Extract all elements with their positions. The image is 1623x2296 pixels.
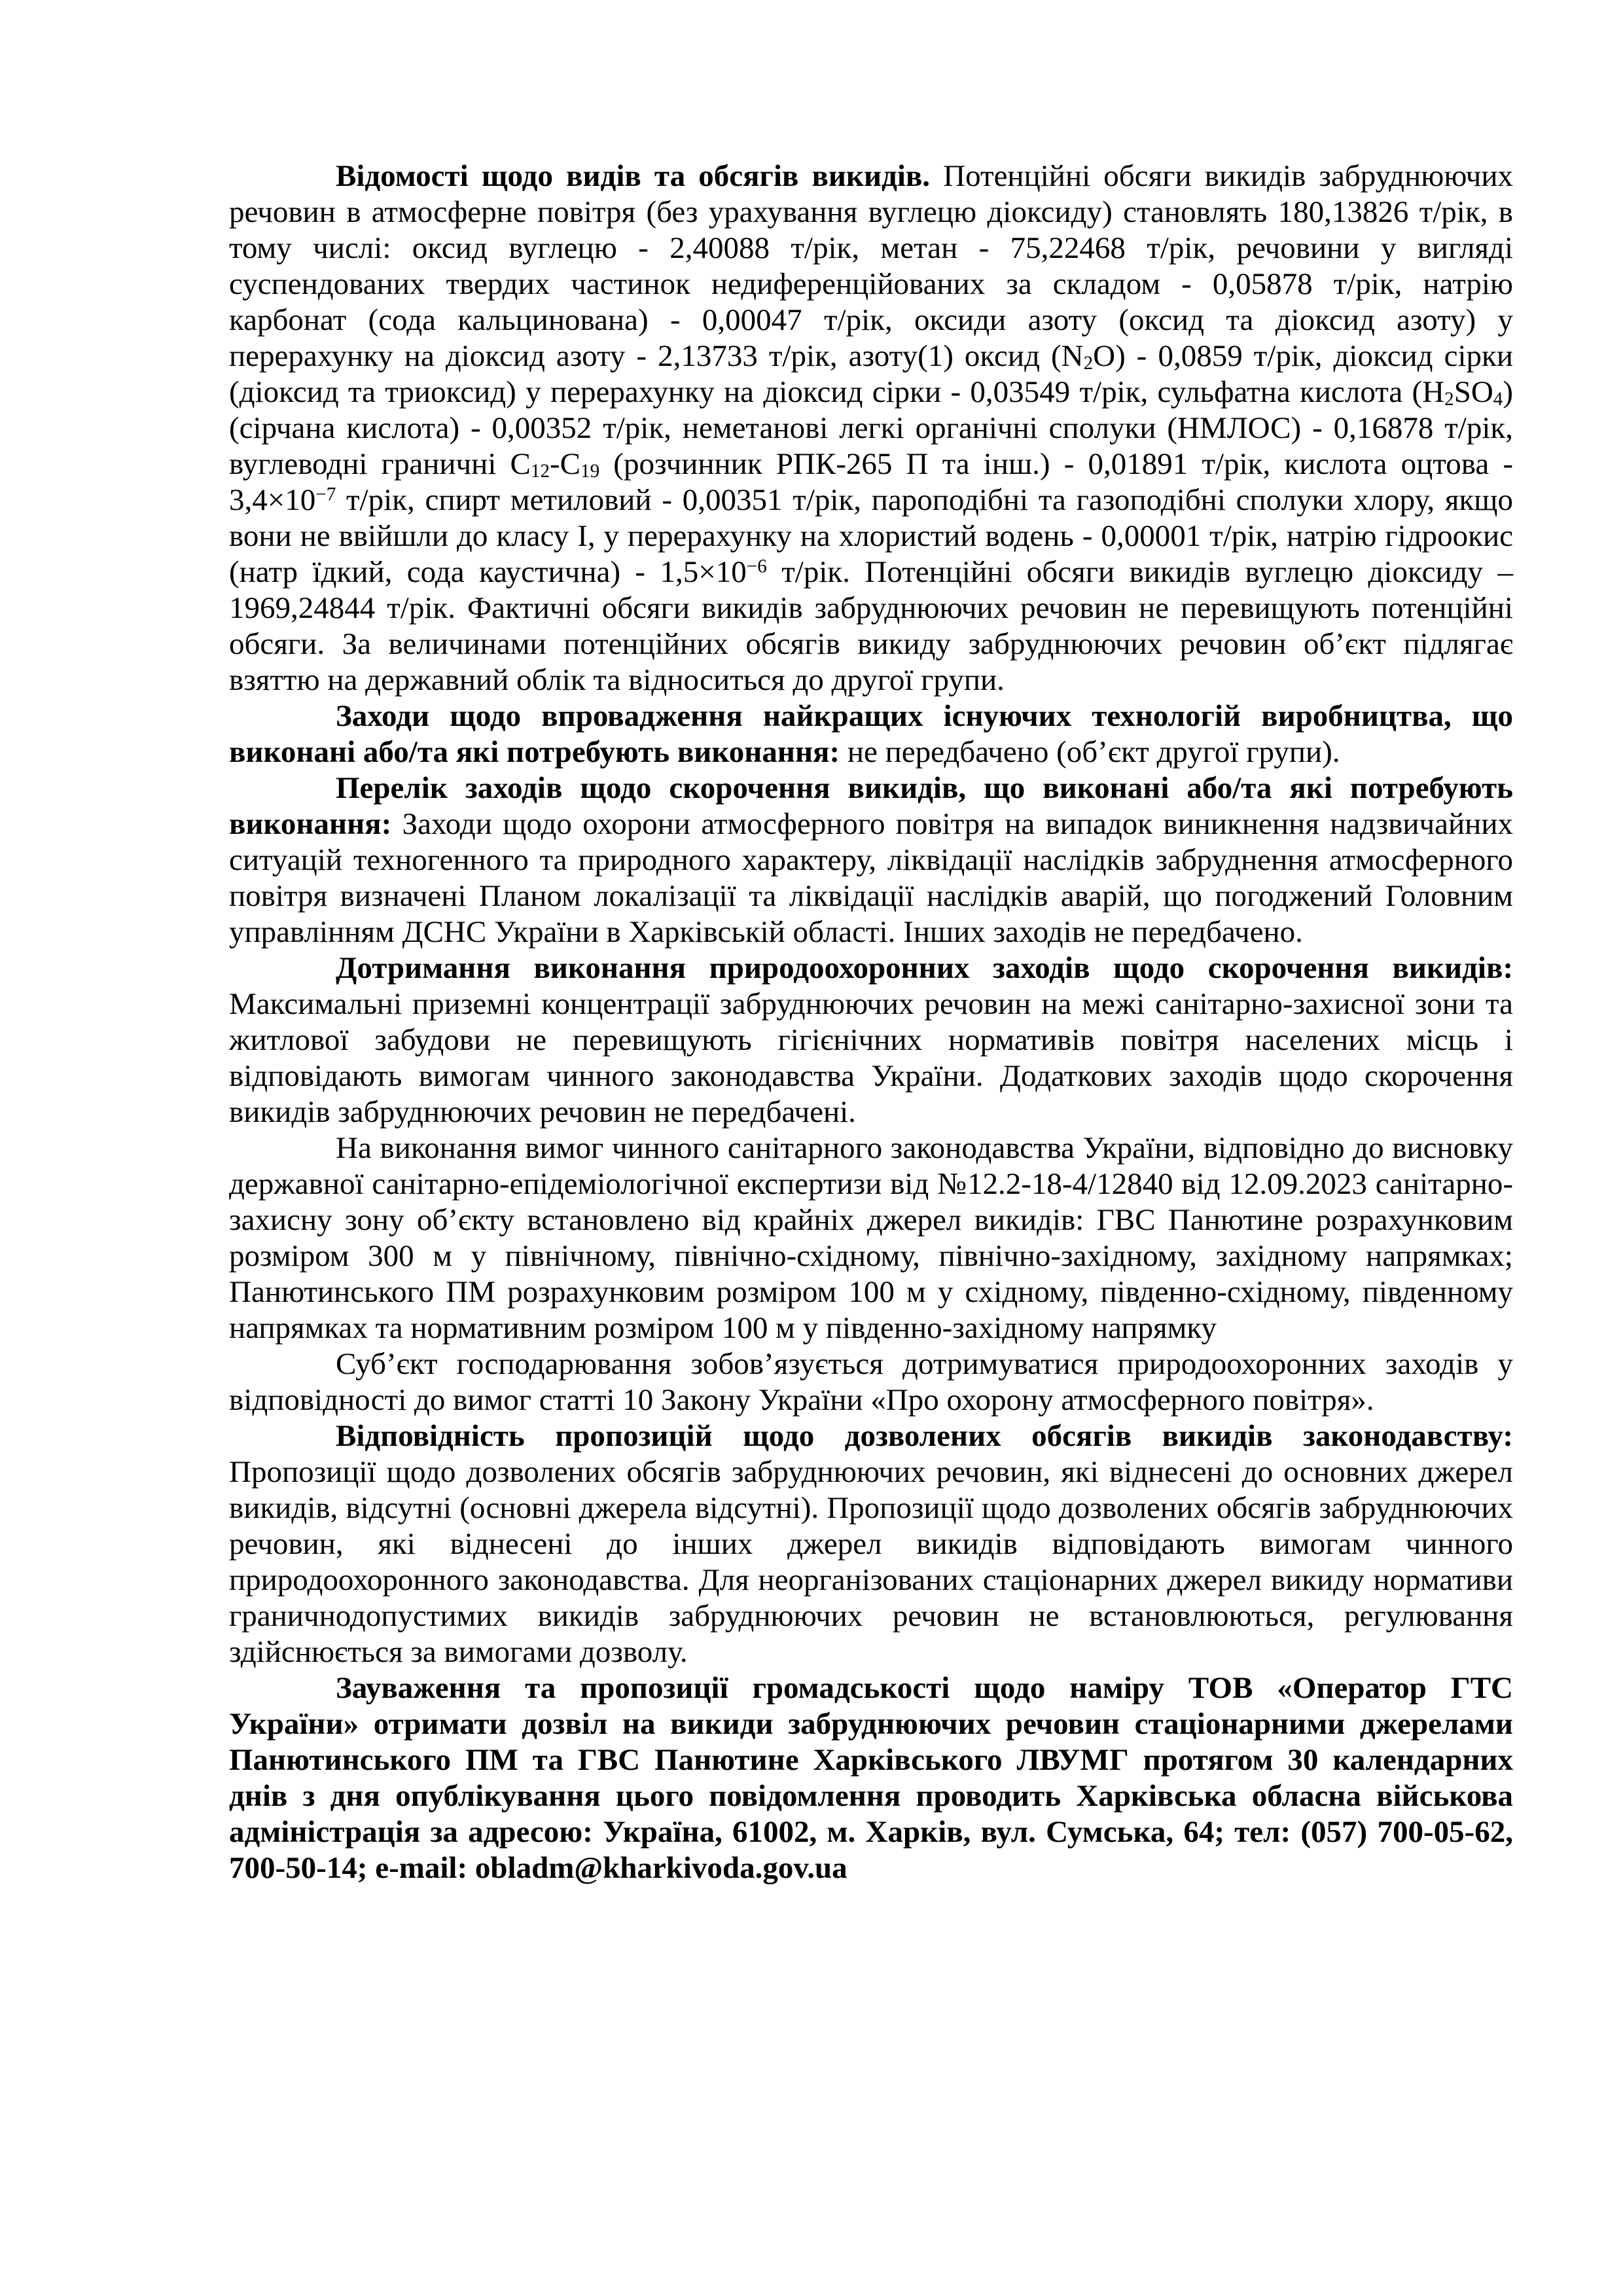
text-run: не передбачено (об’єкт другої групи). <box>847 735 1340 769</box>
text-run: −6 <box>746 556 767 577</box>
text-run: т/рік, спирт метиловий - 0,00351 т/рік, пароподібні та газоподібні сполуки хлору, якщо вони не ввійшли до класу I, у перерахунку на хлористий водень - 0,00001 т/рік, натрію гідроокис (натр їдкий, сода каустична) - 1,5×10 <box>229 483 1513 589</box>
text-run: Потенційні обсяги викидів забруднюючих речовин в атмосферне повітря (без урахування вуглецю діоксиду) становлять 180,13826 т/рік, в тому числі: оксид вуглецю - 2,40088 т/рік, метан - 75,22468 т/рік, речовини у вигляді суспендованих твердих частинок недиференційованих за складом - 0,05878 т/рік, натрію карбонат (сода кальцинована) - 0,00047 т/рік, оксиди азоту (оксид та діоксид азоту) у перерахунку на діоксид азоту - 2,13733 т/рік, азоту(1) оксид (N <box>229 159 1513 373</box>
text-run: 19 <box>580 461 600 482</box>
text-run: 4 <box>1493 389 1503 410</box>
paragraph <box>229 1346 1513 1418</box>
text-run-bold: Дотримання виконання природоохоронних заходів щодо скорочення викидів: <box>336 951 1513 985</box>
paragraph <box>229 698 1513 770</box>
text-run: На виконання вимог чинного санітарного законодавства України, відповідно до висновку державної санітарно-епідеміологічної експертизи від №12.2-18-4/12840 від 12.09.2023 санітарно-захисну зону об’єкту встановлено від крайніх джерел викидів: ГВС Панютине розрахунковим розміром 300 м у північному, північно-східному, північно-західному, західному напрямках; Панютинського ПМ розрахунковим розміром 100 м у східному, південно-східному, південному напрямках та нормативним розміром 100 м у південно-західному напрямку <box>229 1131 1513 1345</box>
paragraph <box>229 158 1513 698</box>
paragraph <box>229 770 1513 950</box>
text-run-bold: Зауваження та пропозиції громадськості щодо наміру ТОВ «Оператор ГТС України» отримати дозвіл на викиди забруднюючих речовин стаціонарними джерелами Панютинського ПМ та ГВС Панютине Харківського ЛВУМГ протягом 30 календарних днів з дня опублікування цього повідомлення проводить Харківська обласна військова адміністрація за адресою: Україна, 61002, м. Харків, вул. Сумська, 64; тел: (057) 700-05-62, 700-50-14; e-mail: obladm@kharkivoda.gov.ua <box>229 1671 1513 1885</box>
text-run: Суб’єкт господарювання зобов’язується дотримуватися природоохоронних заходів у відповідності до вимог статті 10 Закону України «Про охорону атмосферного повітря». <box>229 1347 1513 1417</box>
text-run: −7 <box>315 484 336 505</box>
text-run: ) (сірчана кислота) - 0,00352 т/рік, неметанові легкі органічні сполуки (НМЛОС) - 0,16878 т/рік, вуглеводні граничні C <box>229 375 1513 481</box>
document-body <box>229 158 1513 1886</box>
text-run-bold: Перелік заходів щодо скорочення викидів, що виконані або/та які потребують виконання: <box>229 771 1513 841</box>
text-run: O) - 0,0859 т/рік, діоксид сірки (діоксид та триоксид) у перерахунку на діоксид сірки - 0,03549 т/рік, сульфатна кислота (H <box>229 339 1514 409</box>
text-run-bold: Відповідність пропозицій щодо дозволених обсягів викидів законодавству: <box>336 1419 1513 1453</box>
text-run: Заходи щодо охорони атмосферного повітря на випадок виникнення надзвичайних ситуацій техногенного та природного характеру, ліквідації наслідків забруднення атмосферного повітря визначені Планом локалізації та ліквідації наслідків аварій, що погоджений Головним управлінням ДСНС України в Харківській області. Інших заходів не передбачено. <box>229 807 1513 949</box>
text-run: Максимальні приземні концентрації забруднюючих речовин на межі санітарно-захисної зони та житлової забудови не перевищують гігієнічних нормативів повітря населених місць і відповідають вимогам чинного законодавства України. Додаткових заходів щодо скорочення викидів забруднюючих речовин не передбачені. <box>229 987 1513 1129</box>
paragraph <box>229 1418 1513 1670</box>
paragraph <box>229 1130 1513 1346</box>
text-run: т/рік. Потенційні обсяги викидів вуглецю діоксиду – 1969,24844 т/рік. Фактичні обсяги викидів забруднюючих речовин не перевищують потенційні обсяги. За величинами потенційних обсягів викиду забруднюючих речовин об’єкт підлягає взяттю на державний облік та відноситься до другої групи. <box>229 555 1514 697</box>
text-run-bold: Заходи щодо впровадження найкращих існуючих технологій виробництва, що виконані або/та які потребують виконання: <box>229 699 1513 769</box>
text-run: 2 <box>1444 389 1454 410</box>
text-run: Пропозиції щодо дозволених обсягів забруднюючих речовин, які віднесені до основних джерел викидів, відсутні (основні джерела відсутні). Пропозиції щодо дозволених обсягів забруднюючих речовин, які віднесені до інших джерел викидів відповідають вимогам чинного природоохоронного законодавства. Для неорганізованих стаціонарних джерел викиду нормативи граничнодопустимих викидів забруднюючих речовин не встановлюються, регулювання здійснюється за вимогами дозволу. <box>229 1455 1513 1669</box>
paragraph <box>229 1670 1513 1886</box>
text-run-bold: Відомості щодо видів та обсягів викидів. <box>336 159 944 193</box>
text-run: SO <box>1454 375 1493 409</box>
text-run: -C <box>550 447 581 481</box>
paragraph <box>229 950 1513 1130</box>
text-run: 12 <box>530 461 550 482</box>
text-run: (розчинник РПК-265 П та інш.) - 0,01891 т/рік, кислота оцтова - 3,4×10 <box>229 447 1513 517</box>
text-run: 2 <box>1083 353 1094 374</box>
